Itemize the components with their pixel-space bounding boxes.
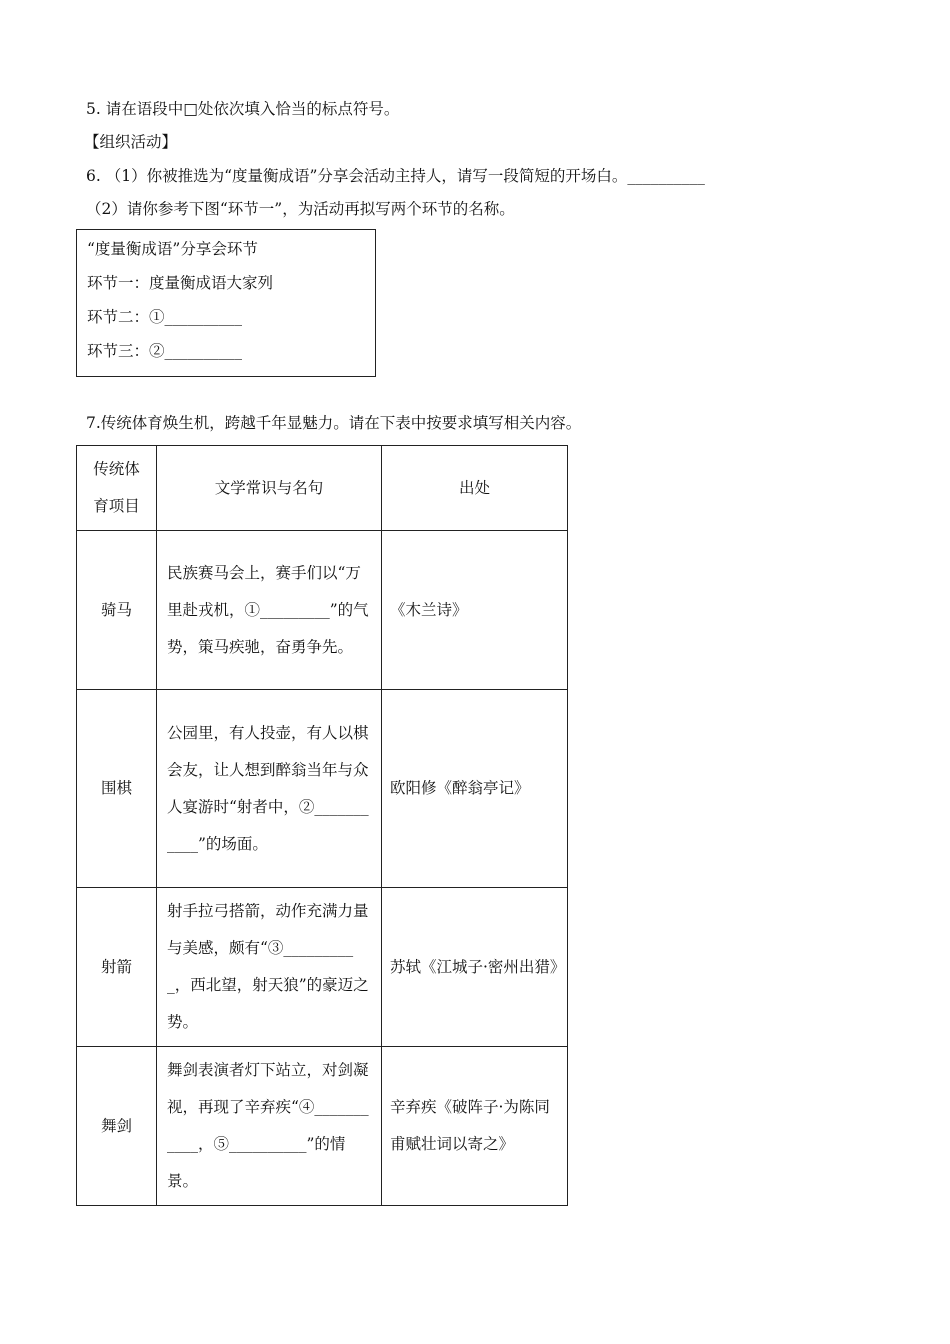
row-item: 围棋 xyxy=(100,779,132,797)
row-source: 欧阳修《醉翁亭记》 xyxy=(390,779,530,797)
row-source: 苏轼《江城子·密州出猎》 xyxy=(390,957,566,976)
segment-2: 环节二：①__________ xyxy=(87,308,243,326)
table-row xyxy=(77,1047,568,1206)
activity-segments-box xyxy=(76,229,376,377)
table-header-row xyxy=(77,446,568,531)
header-literature: 文学常识与名句 xyxy=(214,478,324,497)
row-text: 民族赛马会上，赛手们以“万里赴戎机，①_________”的气势，策马疾驰，奋勇争先。 xyxy=(167,563,369,656)
question-6-part-2: （2）请你参考下图“环节一”，为活动再拟写两个环节的名称。 xyxy=(86,200,515,218)
table-row xyxy=(77,690,568,888)
row-item: 骑马 xyxy=(100,600,132,619)
row-item: 舞剑 xyxy=(100,1116,132,1135)
table-row xyxy=(77,888,568,1047)
segment-3: 环节三：②__________ xyxy=(87,342,243,360)
row-text: 公园里，有人投壶，有人以棋会友，让人想到醉翁当年与众人宴游时“射者中，②___________”的场面。 xyxy=(167,723,369,853)
header-source: 出处 xyxy=(458,478,490,497)
row-text: 舞剑表演者灯下站立，对剑凝视，再现了辛弃疾“④___________，⑤__________”的情景。 xyxy=(167,1061,369,1190)
row-source: 《木兰诗》 xyxy=(390,600,468,619)
table-row xyxy=(77,531,568,690)
row-item: 射箭 xyxy=(100,957,132,976)
question-6-part-1: 6. （1）你被推选为“度量衡成语”分享会活动主持人，请写一段简短的开场白。__________ xyxy=(86,167,705,185)
box-title: “度量衡成语”分享会环节 xyxy=(87,240,258,258)
row-text: 射手拉弓搭箭，动作充满力量与美感，颇有“③__________，西北望，射天狼”的豪迈之势。 xyxy=(167,902,369,1031)
question-7: 7.传统体育焕生机，跨越千年显魅力。请在下表中按要求填写相关内容。 xyxy=(86,414,582,432)
question-5: 5. 请在语段中□处依次填入恰当的标点符号。 xyxy=(86,100,400,118)
sports-table xyxy=(76,445,568,1206)
header-item: 传统体育项目 xyxy=(93,460,140,515)
row-source: 辛弃疾《破阵子·为陈同甫赋壮词以寄之》 xyxy=(390,1098,550,1153)
segment-1: 环节一：度量衡成语大家列 xyxy=(87,274,274,292)
section-heading: 【组织活动】 xyxy=(84,133,178,151)
